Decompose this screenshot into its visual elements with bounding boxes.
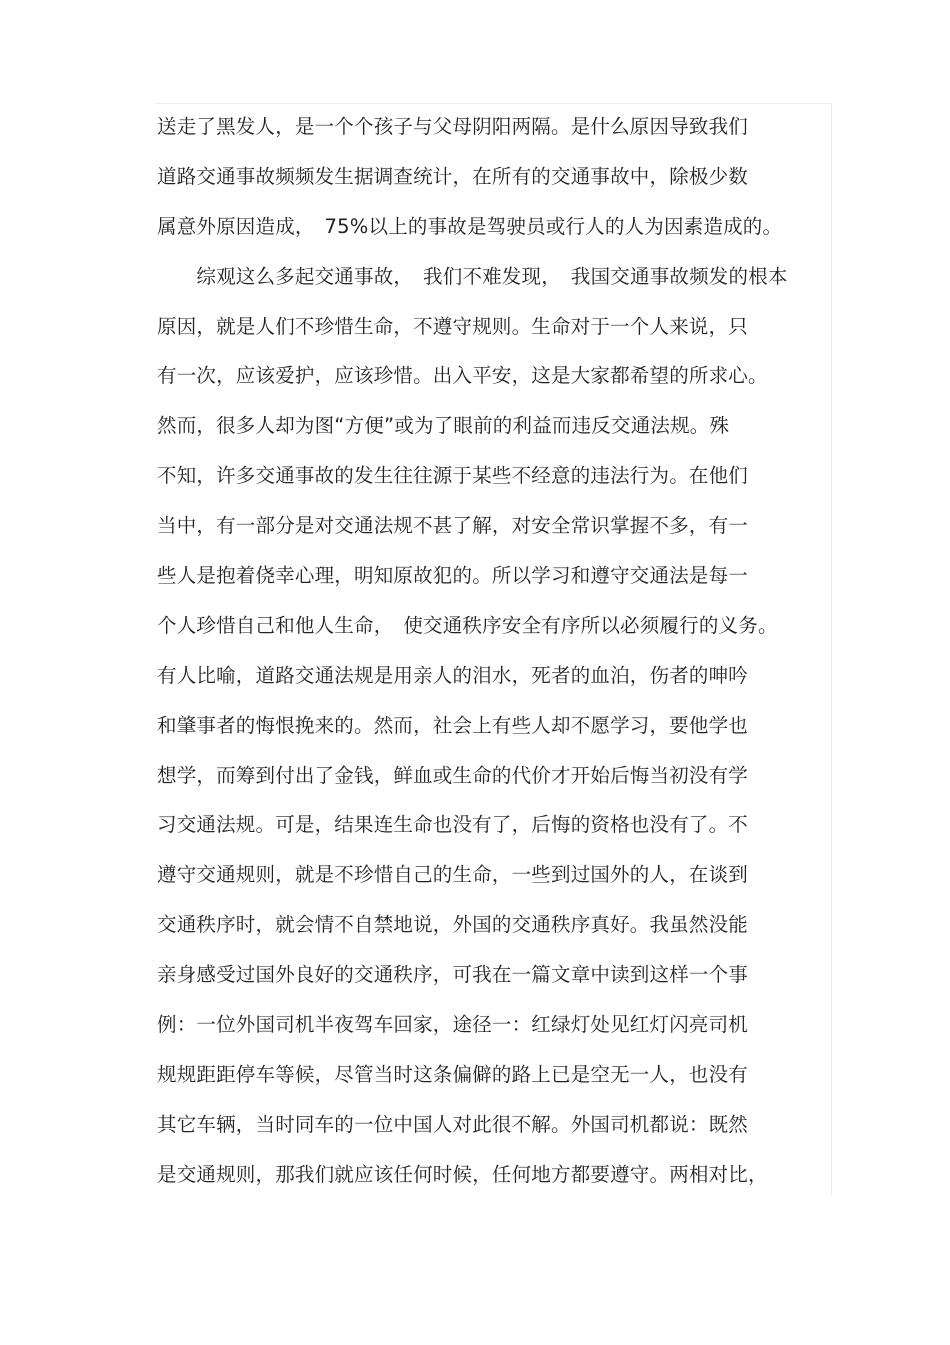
text-line: 例：一位外国司机半夜驾车回家，途径一：红绿灯处见红灯闪亮司机 — [157, 1013, 749, 1037]
text-line: 个人珍惜自己和他人生命， 使交通秩序安全有序所以必须履行的义务。 — [157, 613, 778, 637]
text-line: 然而，很多人却为图“方便”或为了眼前的利益而违反交通法规。殊 — [157, 414, 730, 438]
text-line: 亲身感受过国外良好的交通秩序，可我在一篇文章中读到这样一个事 — [157, 963, 749, 987]
document-body — [157, 104, 837, 1202]
text-line: 原因，就是人们不珍惜生命，不遵守规则。生命对于一个人来说，只 — [157, 314, 749, 338]
text-line: 有一次，应该爱护，应该珍惜。出入平安，这是大家都希望的所求心。 — [157, 364, 768, 388]
text-line: 想学，而筹到付出了金钱，鲜血或生命的代价才开始后悔当初没有学 — [157, 763, 749, 787]
text-line: 有人比喻，道路交通法规是用亲人的泪水，死者的血泊，伤者的呻吟 — [157, 663, 749, 687]
text-line: 和肇事者的悔恨挽来的。然而，社会上有些人却不愿学习，要他学也 — [157, 713, 749, 737]
text-line: 规规距距停车等候，尽管当时这条偏僻的路上已是空无一人，也没有 — [157, 1062, 749, 1086]
text-line: 综观这么多起交通事故， 我们不难发现， 我国交通事故频发的根本 — [157, 264, 788, 288]
text-line: 遵守交通规则，就是不珍惜自己的生命，一些到过国外的人，在谈到 — [157, 863, 749, 887]
text-line: 属意外原因造成， 75%以上的事故是驾驶员或行人的人为因素造成的。 — [157, 214, 783, 238]
text-line: 不知，许多交通事故的发生往往源于某些不经意的违法行为。在他们 — [157, 464, 749, 488]
text-line: 道路交通事故频频发生据调查统计，在所有的交通事故中，除极少数 — [157, 164, 749, 188]
text-line: 送走了黑发人，是一个个孩子与父母阴阳两隔。是什么原因导致我们 — [157, 115, 749, 138]
text-line: 些人是抱着侥幸心理，明知原故犯的。所以学习和遵守交通法是每一 — [157, 564, 749, 588]
text-line: 是交通规则，那我们就应该任何时候，任何地方都要遵守。两相对比， — [157, 1162, 768, 1186]
text-line: 当中，有一部分是对交通法规不甚了解，对安全常识掌握不多，有一 — [157, 514, 749, 538]
text-line: 交通秩序时，就会情不自禁地说，外国的交通秩序真好。我虽然没能 — [157, 913, 749, 937]
text-line: 其它车辆，当时同车的一位中国人对此很不解。外国司机都说：既然 — [157, 1112, 749, 1136]
text-line: 习交通法规。可是，结果连生命也没有了，后悔的资格也没有了。不 — [157, 813, 749, 837]
